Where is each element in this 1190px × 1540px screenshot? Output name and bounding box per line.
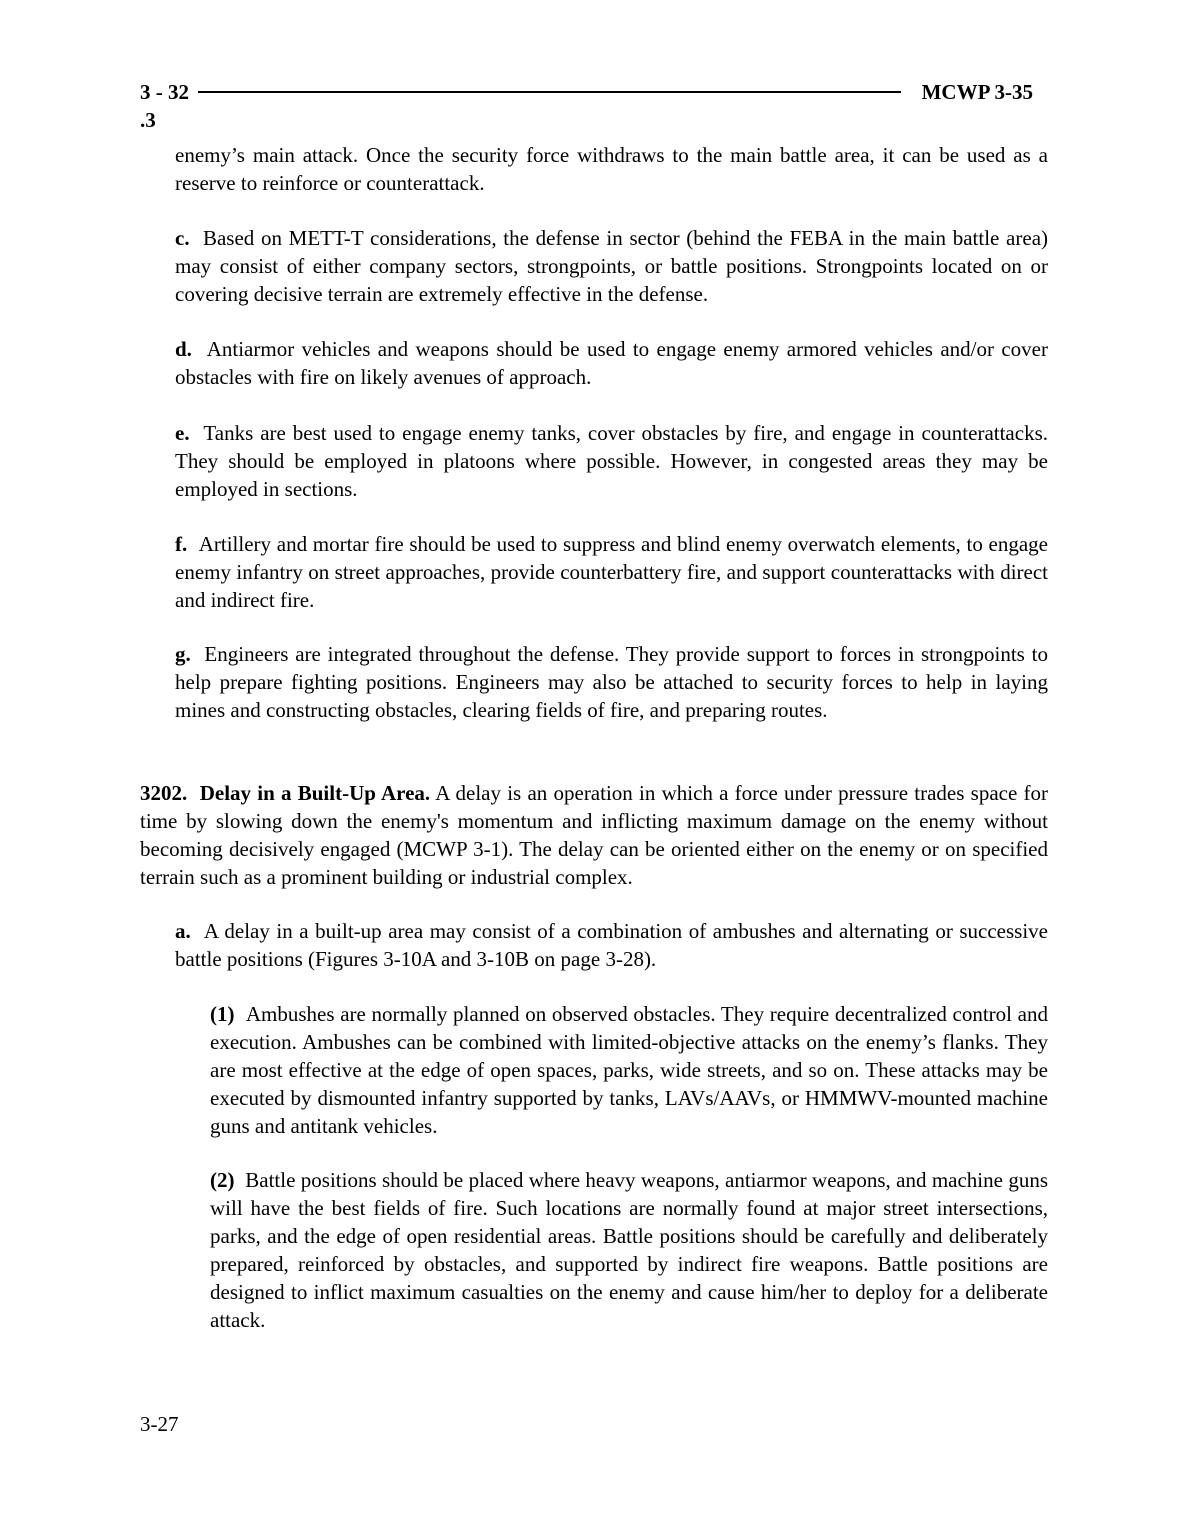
paragraph-e (175, 419, 1048, 503)
paragraph-text: Tanks are best used to engage enemy tanks, cover obstacles by fire, and engage in counterattacks. They should be employed in platoons where possible. However, in congested areas they may be employed in sections. (175, 421, 1048, 501)
header-page-ref-continuation: .3 (140, 108, 156, 132)
paragraph-g (175, 640, 1048, 724)
paragraph-text: Engineers are integrated throughout the defense. They provide support to forces in strongpoints to help prepare fighting positions. Engineers may also be attached to security forces to help in laying mines and constructing obstacles, clearing fields of fire, and preparing routes. (175, 642, 1048, 722)
paragraph-text: Based on METT-T considerations, the defense in sector (behind the FEBA in the main battle area) may consist of either company sectors, strongpoints, or battle positions. Strongpoints located on or covering decisive terrain are extremely effective in the defense. (175, 226, 1049, 306)
section-3202 (140, 779, 1048, 891)
paragraph-label: c. (175, 226, 190, 250)
paragraph-text: Artillery and mortar fire should be used to suppress and blind enemy overwatch elements, to engage enemy infantry on street approaches, provide counterbattery fire, and support counterattacks with direct and indirect fire. (175, 532, 1049, 612)
paragraph-text: enemy’s main attack. Once the security force withdraws to the main battle area, it can be used as a reserve to reinforce or counterattack. (175, 143, 1048, 195)
paragraph-d (175, 335, 1048, 391)
page-header (140, 78, 1033, 108)
section-number: 3202. (140, 781, 188, 805)
paragraph-text: A delay is an operation in which a force under pressure trades space for time by slowing down the enemy's momentum and inflicting maximum damage on the enemy without becoming decisively engaged (MCWP 3-1). The delay can be oriented either on the enemy or on specified terrain such as a prominent building or industrial complex. (140, 781, 1049, 889)
paragraph-label: f. (175, 532, 188, 556)
section-title: Delay in a Built-Up Area. (199, 781, 431, 805)
paragraph-c (175, 224, 1048, 308)
paragraph-label: a. (175, 919, 191, 943)
paragraph-text: A delay in a built-up area may consist of a combination of ambushes and alternating or successive battle positions (Figures 3-10A and 3-10B on page 3-28). (175, 919, 1048, 971)
subparagraph-1 (210, 1000, 1048, 1140)
paragraph-label: d. (175, 337, 192, 361)
paragraph-continuation (175, 141, 1048, 197)
header-doc-id: MCWP 3-35 (921, 80, 1033, 104)
paragraph-a (175, 917, 1048, 973)
header-page-ref: 3 - 32 (140, 80, 189, 104)
paragraph-label: (2) (210, 1168, 235, 1192)
paragraph-label: e. (175, 421, 190, 445)
paragraph-text: Ambushes are normally planned on observed obstacles. They require decentralized control and execution. Ambushes can be combined with limited-objective attacks on the enemy’s flanks. They are most effective at the edge of open spaces, parks, wide streets, and so on. These attacks may be executed by dismounted infantry supported by tanks, LAVs/AAVs, or HMMWV-mounted machine guns and antitank vehicles. (210, 1002, 1048, 1138)
paragraph-label: g. (175, 642, 191, 666)
subparagraph-2 (210, 1166, 1048, 1334)
paragraph-f (175, 530, 1048, 614)
header-rule (198, 91, 901, 93)
paragraph-label: (1) (210, 1002, 235, 1026)
paragraph-text: Battle positions should be placed where heavy weapons, antiarmor weapons, and machine guns will have the best fields of fire. Such locations are normally found at major street intersections, parks, and the edge of open residential areas. Battle positions should be carefully and deliberately prepared, reinforced by obstacles, and supported by indirect fire weapons. Battle positions are designed to inflict maximum casualties on the enemy and cause him/her to deploy for a deliberate attack. (210, 1168, 1049, 1332)
paragraph-text: Antiarmor vehicles and weapons should be used to engage enemy armored vehicles and/or cover obstacles with fire on likely avenues of approach. (175, 337, 1048, 389)
page-number: 3-27 (140, 1412, 179, 1436)
